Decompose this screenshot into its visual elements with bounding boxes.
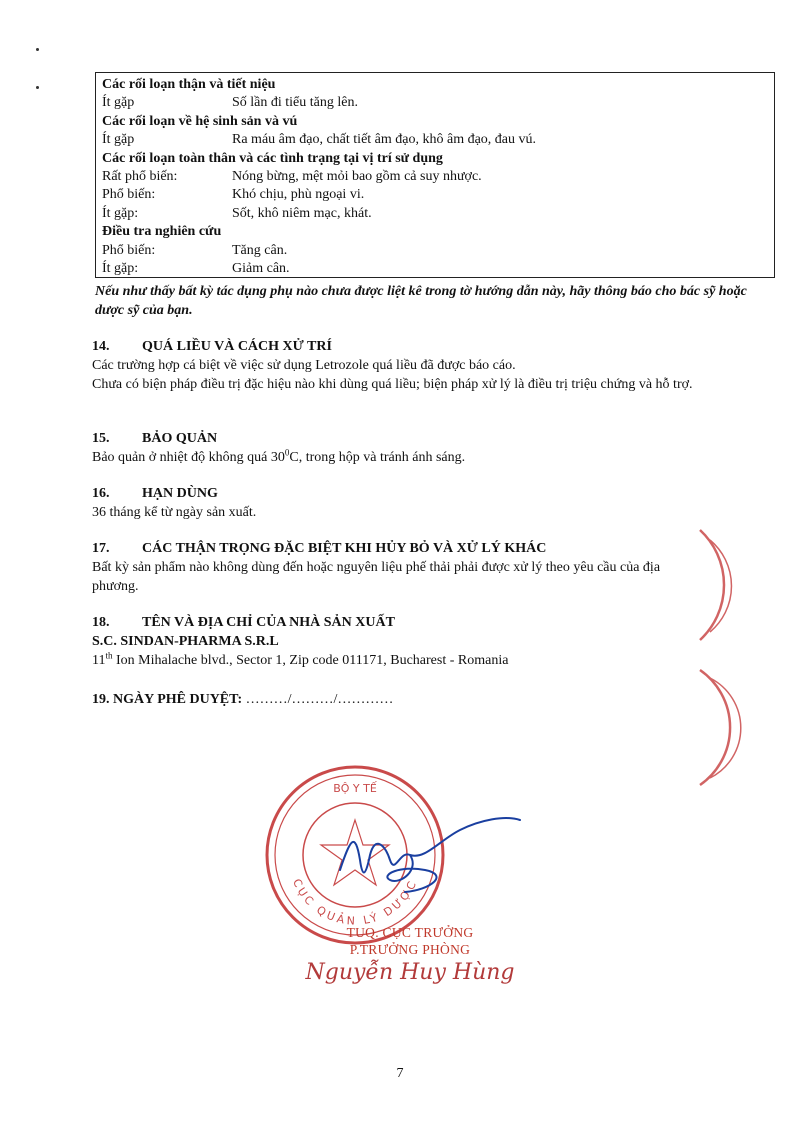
side-effects-table (95, 72, 775, 278)
section-number: 16. (92, 486, 110, 501)
table-row (102, 242, 768, 260)
text: C, trong hộp và tránh ánh sáng. (289, 450, 466, 465)
section-storage (92, 429, 782, 467)
section-heading (92, 429, 782, 448)
description-cell: Nóng bừng, mệt mỏi bao gồm cả suy nhược. (232, 168, 482, 184)
table-row (102, 168, 768, 186)
section-body (92, 356, 782, 394)
text: Ion Mihalache blvd., Sector 1, Zip code 011171, Bucharest - Romania (112, 653, 509, 668)
description-cell: Ra máu âm đạo, chất tiết âm đạo, khô âm đạo, đau vú. (232, 132, 537, 148)
text: 11 (92, 653, 106, 668)
section-heading (92, 337, 782, 356)
signature-scribble (330, 800, 530, 900)
description-cell: Tăng cân. (232, 242, 288, 258)
section-title: QUÁ LIỀU VÀ CÁCH XỬ TRÍ (142, 339, 332, 354)
section-shelf-life (92, 484, 782, 522)
superscript: 0 (284, 447, 290, 458)
stamp-caption-line2: P.TRƯỞNG PHÒNG (349, 942, 471, 957)
section-title: HẠN DÙNG (142, 486, 218, 501)
description-cell: Giảm cân. (232, 260, 290, 276)
page-number: 7 (396, 1066, 404, 1081)
frequency-cell: Ít gặp: (102, 260, 139, 276)
table-row (102, 205, 768, 223)
frequency-cell: Ít gặp (102, 95, 135, 111)
paragraph (92, 448, 782, 467)
section-number: 18. (92, 615, 110, 630)
approval-date-label: 19. NGÀY PHÊ DUYỆT: (92, 692, 243, 707)
frequency-cell: Rất phổ biến: (102, 168, 178, 184)
stamp-top-text: BỘ Y TẾ (333, 782, 377, 795)
approval-date-blank: ………/………/………… (242, 692, 394, 707)
description-cell: Sốt, khô niêm mạc, khát. (232, 205, 372, 221)
section-title: TÊN VÀ ĐỊA CHỈ CỦA NHÀ SẢN XUẤT (142, 615, 395, 630)
section-number: 17. (92, 541, 110, 556)
section-number: 15. (92, 431, 110, 446)
section-body (92, 448, 782, 467)
table-group-heading: Các rối loạn toàn thân và các tình trạng tại vị trí sử dụng (102, 150, 443, 166)
table-group-heading: Các rối loạn thận và tiết niệu (102, 77, 276, 92)
table-row (102, 186, 768, 204)
table-group-heading: Các rối loạn về hệ sinh sản và vú (102, 113, 298, 129)
section-number: 14. (92, 339, 110, 354)
frequency-cell: Phổ biến: (102, 242, 156, 258)
section-heading (92, 484, 782, 503)
section-title: BẢO QUẢN (142, 431, 218, 446)
table-row (102, 131, 768, 149)
text: Bảo quản ở nhiệt độ không quá 30 (92, 450, 285, 465)
stamp-caption-line1: TUQ. CỤC TRƯỞNG (346, 925, 474, 940)
section-overdose (92, 337, 782, 394)
table-row (102, 94, 768, 112)
frequency-cell: Ít gặp (102, 132, 135, 148)
table-row (102, 260, 768, 278)
description-cell: Khó chịu, phù ngoại vi. (232, 187, 365, 203)
description-cell: Số lần đi tiểu tăng lên. (232, 95, 358, 111)
margin-dot (36, 86, 39, 89)
manufacturer-name: S.C. SINDAN-PHARMA S.R.L (92, 634, 279, 649)
paragraph: 36 tháng kể từ ngày sản xuất. (92, 505, 257, 520)
partial-stamp-right (670, 520, 800, 790)
frequency-cell: Ít gặp: (102, 205, 139, 221)
section-body (92, 558, 692, 596)
paragraph: Các trường hợp cá biệt về việc sử dụng Letrozole quá liều đã được báo cáo. (92, 358, 516, 373)
stamp-ring-text: CỤC QUẢN LÝ DƯỢC (289, 876, 421, 928)
paragraph: Chưa có biện pháp điều trị đặc hiệu nào khi dùng quá liều; biện pháp xử lý là điều trị triệu chứng và hỗ trợ. (92, 377, 693, 392)
section-title: CÁC THẬN TRỌNG ĐẶC BIỆT KHI HỦY BỎ VÀ XỬ LÝ KHÁC (142, 541, 547, 556)
superscript: th (105, 650, 113, 661)
report-side-effects-note: Nếu như thấy bất kỳ tác dụng phụ nào chưa được liệt kê trong tờ hướng dẫn này, hãy thông báo cho bác sỹ hoặc dược sỹ của bạn. (95, 284, 747, 318)
frequency-cell: Phổ biến: (102, 187, 156, 203)
margin-dot (36, 48, 39, 51)
table-group-heading: Điều tra nghiên cứu (102, 224, 222, 240)
paragraph: Bất kỳ sản phẩm nào không dùng đến hoặc nguyên liệu phế thải phải được xử lý theo yêu cầu của địa phương. (92, 560, 661, 594)
signer-name: Nguyễn Huy Hùng (305, 960, 515, 985)
